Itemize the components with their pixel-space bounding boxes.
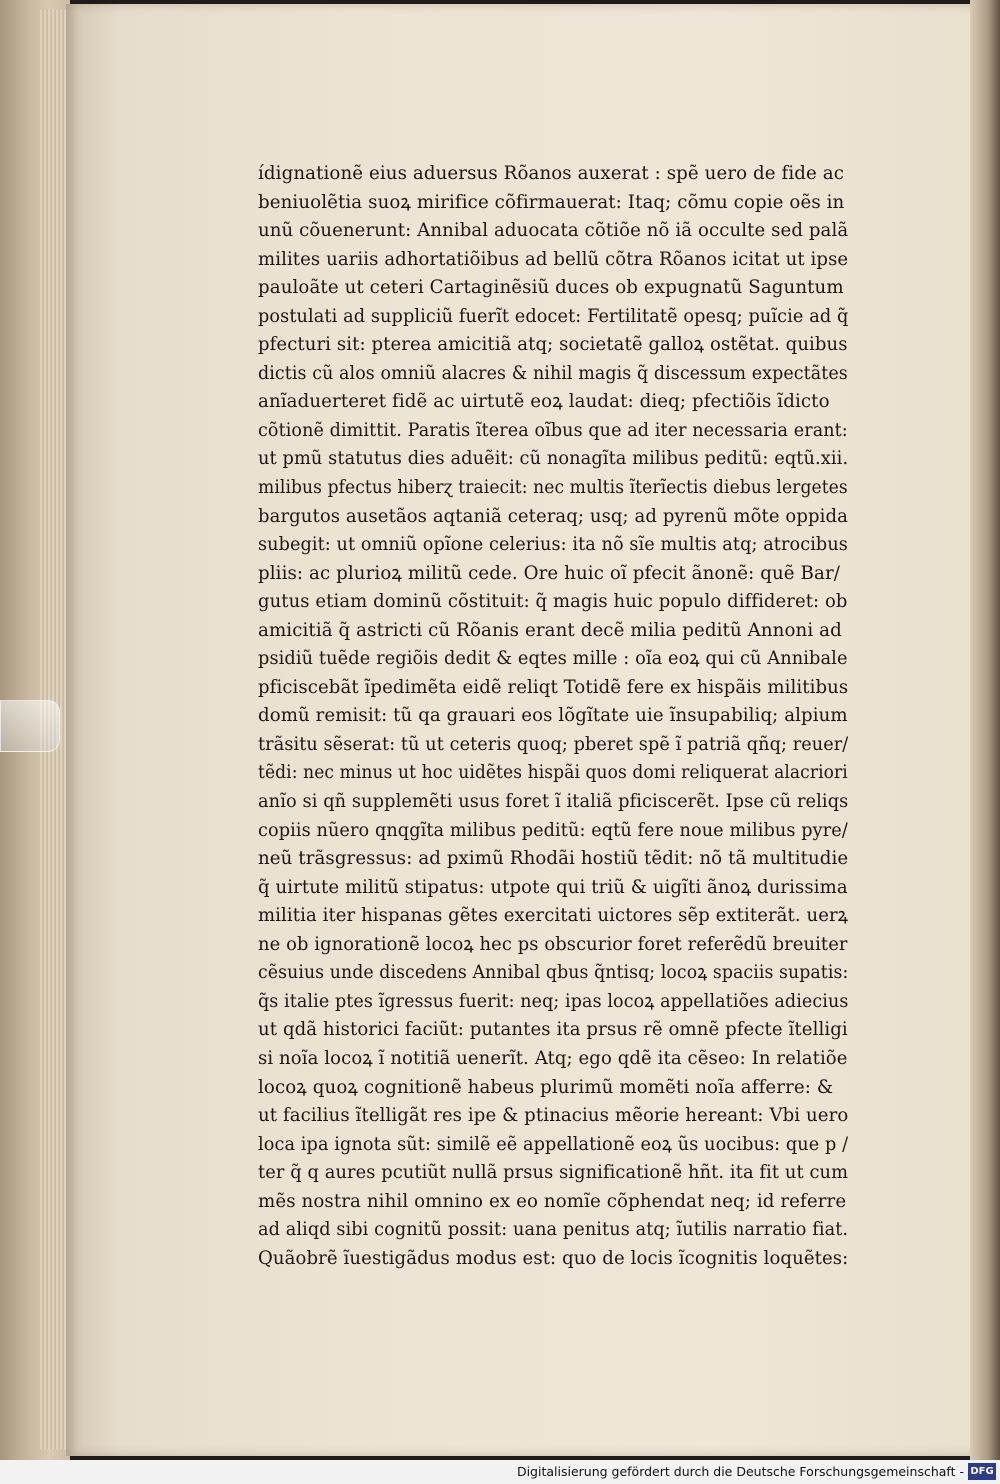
page-text-block bbox=[258, 160, 858, 1273]
text-line: q̃ uirtute militũ stipatus: utpote qui triũ & uigĩti ãnoꝝ durissima bbox=[258, 876, 848, 898]
text-line: ut facilius ĩtelligãt res ipe & ptinacius mẽorie hereant: Vbi uero bbox=[258, 1105, 849, 1127]
text-line: loca ipa ignota sũt: similẽ eẽ appellationẽ eoꝝ ũs uocibus: que p / bbox=[258, 1133, 849, 1155]
text-line: mẽs nostra nihil omnino ex eo nomĩe cõphendat neq; id referre bbox=[258, 1190, 847, 1212]
text-line: pficiscebãt ĩpedimẽta eidẽ reliqt Totidẽ fere ex hispãis militibus bbox=[258, 676, 849, 698]
text-line: unũ cõuenerunt: Annibal aduocata cõtiõe nõ iã occulte sed palã bbox=[258, 220, 849, 242]
text-line: bargutos ausetãos aqtaniã ceteraq; usq; ad pyrenũ mõte oppida bbox=[258, 505, 848, 527]
text-line: neũ trãsgressus: ad pximũ Rhodãi hostiũ tẽdit: nõ tã multitudie bbox=[258, 848, 849, 870]
page-fold-shadow bbox=[970, 0, 1000, 1460]
text-line: beniuolẽtia suoꝝ mirifice cõfirmauerat: Itaq; cõmu copie oẽs in bbox=[258, 191, 845, 213]
text-line: domũ remisit: tũ qa grauari eos lõgĩtate uie ĩnsupabiliq; alpium bbox=[258, 705, 848, 727]
text-line: ter q̃ q aures pcutiũt nullã prsus significationẽ hñt. ita fit ut cum bbox=[258, 1162, 849, 1184]
text-line: psidiũ tuẽde regiõis dedit & eqtes mille : oĩa eoꝝ qui cũ Annibale bbox=[258, 648, 848, 670]
text-line: militia iter hispanas gẽtes exercitati uictores sẽp extiterãt. uerꝝ bbox=[258, 905, 849, 927]
text-line: anĩaduerteret fidẽ ac uirtutẽ eoꝝ laudat: dieq; pfectiõis ĩdicto bbox=[258, 391, 830, 413]
text-line: postulati ad suppliciũ fuerĩt edocet: Fertilitatẽ opesq; puĩcie ad q̃ bbox=[258, 305, 849, 327]
footer-bar bbox=[0, 1460, 1000, 1484]
text-line: gutus etiam dominũ cõstituit: q̃ magis huic populo diffideret: ob bbox=[258, 591, 848, 613]
text-line: locoꝝ quoꝝ cognitionẽ habeus plurimũ momẽti noĩa afferre: & bbox=[258, 1076, 834, 1098]
text-line: tẽdi: nec minus ut hoc uidẽtes hispãi quos domi reliquerat alacriori bbox=[258, 762, 848, 784]
text-line: anĩo si qñ supplemẽti usus foret ĩ italiã pficiscerẽt. Ipse cũ reliqs bbox=[258, 791, 849, 813]
text-line: subegit: ut omniũ opĩone celerius: ita nõ sĩe multis atq; atrocibus bbox=[258, 534, 848, 556]
text-line: pfecturi sit: pterea amicitiã atq; societatẽ galloꝝ ostẽtat. quibus bbox=[258, 334, 848, 356]
text-line: Quãobrẽ ĩuestigãdus modus est: quo de locis ĩcognitis loquẽtes: bbox=[258, 1247, 849, 1269]
text-line: milibus pfectus hiberɀ traiecit: nec multis ĩterĩectis diebus lergetes bbox=[258, 477, 848, 499]
text-line: amicitiã q̃ astricti cũ Rõanis erant decẽ milia peditũ Annoni ad bbox=[258, 619, 842, 641]
text-line: dictis cũ alos omniũ alacres & nihil magis q̃ discessum expectãtes bbox=[258, 362, 848, 384]
text-line: ad aliqd sibi cognitũ possit: uana penitus atq; ĩutilis narratio fiat. bbox=[258, 1219, 849, 1241]
text-line: cẽsuius unde discedens Annibal qbus q̃ntisq; locoꝝ spaciis supatis: bbox=[258, 962, 849, 984]
text-line: pauloãte ut ceteri Cartaginẽsiũ duces ob expugnatũ Saguntum bbox=[258, 277, 844, 299]
footer-credit: Digitalisierung gefördert durch die Deutsche Forschungsgemeinschaft - bbox=[516, 1464, 964, 1479]
text-line: cõtionẽ dimittit. Paratis ĩterea oĩbus que ad iter necessaria erant: bbox=[258, 419, 848, 441]
text-line: ídignationẽ eius aduersus Rõanos auxerat : spẽ uero de fide ac bbox=[258, 163, 845, 184]
text-line: trãsitu sẽserat: tũ ut ceteris quoq; pberet spẽ ĩ patriã qñq; reuer/ bbox=[258, 733, 849, 755]
text-line: pliis: ac plurioꝝ militũ cede. Ore huic oĩ pfecit ãnonẽ: quẽ Bar/ bbox=[258, 562, 840, 584]
text-line: q̃s italie ptes ĩgressus fuerit: neq; ipas locoꝝ appellatiões adiecius bbox=[258, 990, 849, 1012]
text-line: ut pmũ statutus dies aduẽit: cũ nonagĩta milibus peditũ: eqtũ.xii. bbox=[258, 448, 849, 470]
text-line: si noĩa locoꝝ ĩ notitiã uenerĩt. Atq; ego qdẽ ita cẽseo: In relatiõe bbox=[258, 1047, 848, 1069]
text-line: ne ob ignorationẽ locoꝝ hec ps obscurior foret referẽdũ breuiter bbox=[258, 933, 848, 955]
clip-icon bbox=[0, 700, 60, 752]
dfg-logo-icon: DFG bbox=[968, 1463, 996, 1480]
text-line: milites uariis adhortatiõibus ad bellũ cõtra Rõanos icitat ut ipse bbox=[258, 248, 849, 270]
text-line: ut qdã historici faciũt: putantes ita prsus rẽ omnẽ pfecte ĩtelligi bbox=[258, 1019, 848, 1041]
text-line: copiis nũero qnqgĩta milibus peditũ: eqtũ fere noue milibus pyre/ bbox=[258, 819, 848, 841]
